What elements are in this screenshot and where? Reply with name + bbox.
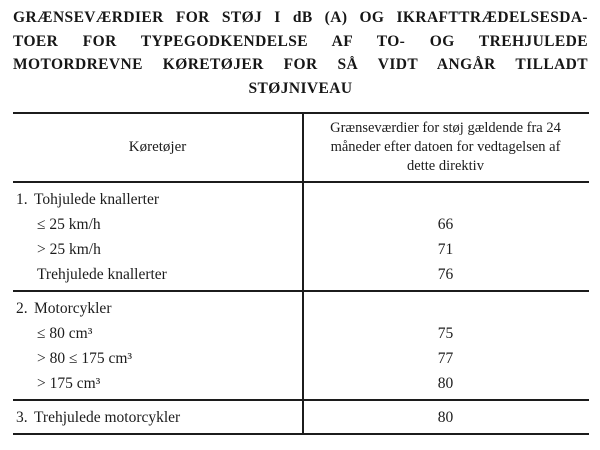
- title-line-2: TOER FOR TYPEGODKENDELSE AF TO- OG TREHJULEDE: [13, 32, 588, 50]
- table-header-row: [13, 114, 589, 183]
- title-line-1: GRÆNSEVÆRDIER FOR STØJ I dB (A) OG IKRAFTTRÆDELSESDA-: [13, 9, 588, 26]
- noise-limits-table: [13, 112, 589, 435]
- table-row: [13, 371, 589, 396]
- column-divider: [302, 114, 304, 433]
- noise-value-cell: [302, 187, 589, 212]
- vehicle-label-cell: [13, 346, 302, 371]
- row-number: 2.: [16, 300, 28, 317]
- row-label: ≤ 25 km/h: [37, 216, 101, 233]
- vehicle-label-cell: [13, 405, 302, 430]
- row-label: Trehjulede knallerter: [37, 266, 167, 283]
- table-section: [13, 290, 589, 399]
- table-row: [13, 296, 589, 321]
- table-row: [13, 212, 589, 237]
- table-row: [13, 405, 589, 430]
- row-label: > 80 ≤ 175 cm³: [37, 350, 133, 367]
- table-row: [13, 262, 589, 287]
- vehicle-label-cell: [13, 187, 302, 212]
- row-label: > 25 km/h: [37, 241, 101, 258]
- header-limits-column: Grænseværdier for støj gældende fra 24 måneder efter datoen for vedtagelsen af dette direktiv: [330, 120, 561, 174]
- table-row: [13, 187, 589, 212]
- row-label: > 175 cm³: [37, 375, 101, 392]
- table-section: [13, 183, 589, 290]
- vehicle-label-cell: [13, 371, 302, 396]
- noise-value-cell: 80: [437, 409, 454, 426]
- row-label: Tohjulede knallerter: [34, 191, 160, 208]
- noise-value-cell: 75: [437, 325, 454, 342]
- row-label: Motorcykler: [34, 300, 112, 317]
- header-vehicles-column: Køretøjer: [128, 139, 187, 155]
- noise-value-cell: 77: [437, 350, 454, 367]
- document-title: [13, 6, 588, 100]
- table-row: [13, 237, 589, 262]
- noise-value-cell: 66: [437, 216, 454, 233]
- vehicle-label-cell: [13, 321, 302, 346]
- vehicle-label-cell: [13, 262, 302, 287]
- noise-value-cell: [302, 296, 589, 321]
- row-label: Trehjulede motorcykler: [34, 409, 181, 426]
- vehicle-label-cell: [13, 212, 302, 237]
- table-row: [13, 346, 589, 371]
- noise-value-cell: 80: [437, 375, 454, 392]
- vehicle-label-cell: [13, 296, 302, 321]
- title-line-4: STØJNIVEAU: [248, 79, 353, 97]
- table-row: [13, 321, 589, 346]
- table-body: [13, 183, 589, 433]
- row-number: 3.: [16, 409, 28, 426]
- table-section: [13, 399, 589, 433]
- row-number: 1.: [16, 191, 28, 208]
- title-line-3: MOTORDREVNE KØRETØJER FOR SÅ VIDT ANGÅR TILLADT: [13, 56, 588, 73]
- row-label: ≤ 80 cm³: [37, 325, 93, 342]
- vehicle-label-cell: [13, 237, 302, 262]
- noise-value-cell: 76: [437, 266, 454, 283]
- noise-value-cell: 71: [437, 241, 454, 258]
